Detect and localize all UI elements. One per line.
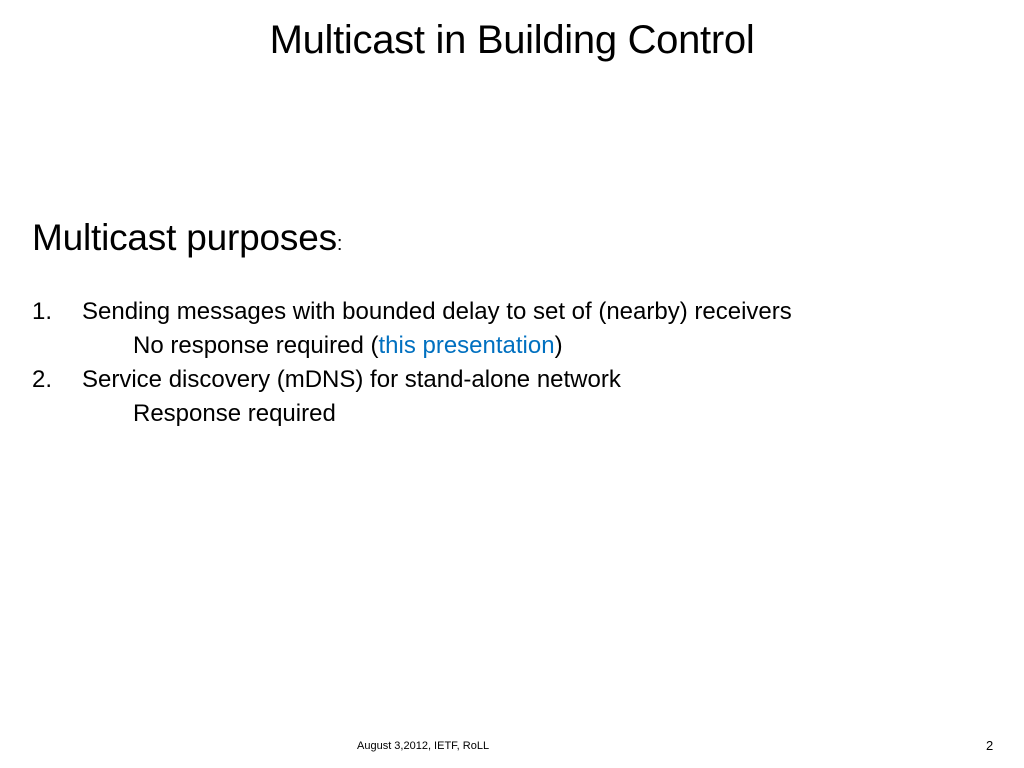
page-number: 2 [986, 738, 994, 753]
subtext-before-link: No response required ( [133, 332, 379, 359]
section-heading-colon: : [336, 233, 343, 255]
list-item-subtext [133, 329, 563, 363]
section-heading-text: Multicast purposes [32, 217, 337, 258]
slide-title: Multicast in Building Control [269, 18, 755, 62]
section-heading [32, 214, 342, 268]
subtext-after-link: ) [554, 332, 563, 359]
list-item-text: Service discovery (mDNS) for stand-alone network [82, 366, 621, 393]
this-presentation-link[interactable]: this presentation [378, 332, 555, 359]
list-item-subtext: Response required [133, 400, 336, 427]
list-item-number: 2. [32, 366, 53, 393]
list-item-number: 1. [32, 298, 53, 325]
slide-footer: August 3,2012, IETF, RoLL [357, 740, 490, 752]
list-item-text: Sending messages with bounded delay to set of (nearby) receivers [82, 298, 792, 325]
